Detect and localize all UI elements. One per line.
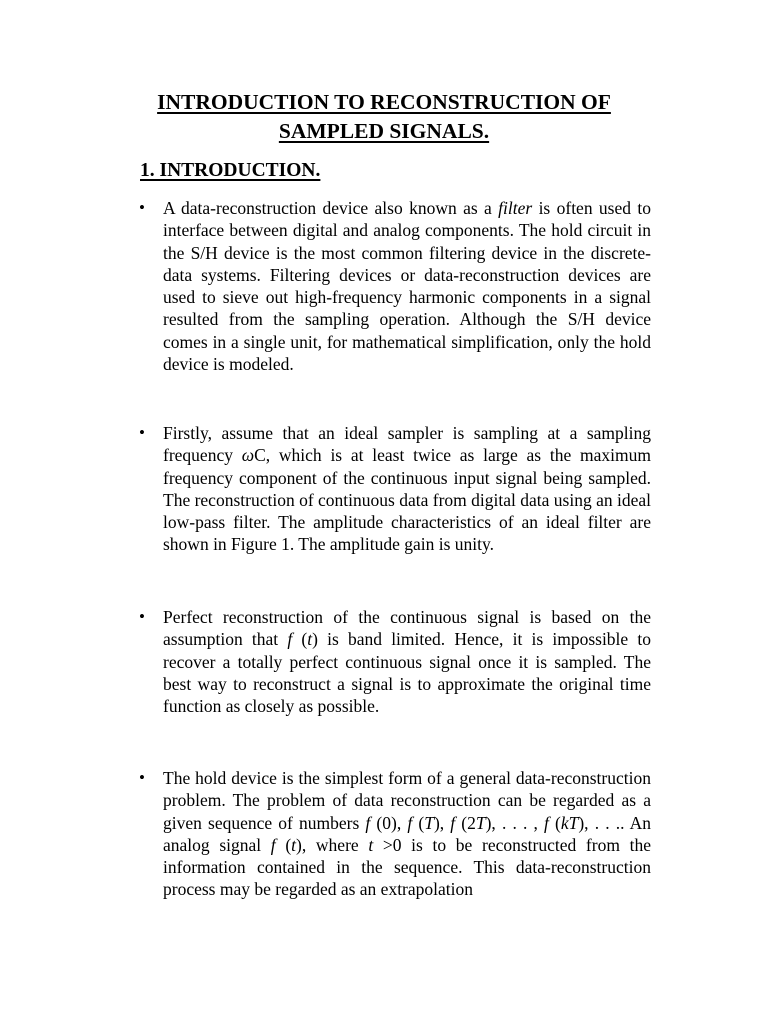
bullet-item-3	[139, 606, 651, 717]
text-run: C, which is at least twice as large as the maximum frequency component of the continuous input signal being sampled. The reconstruction of continuous data from digital data using an ideal low-pass filter. The amplitude characteristics of an ideal filter are shown in Figure 1. The amplitude gain is unity.	[163, 445, 651, 555]
bullet-text-2	[163, 422, 651, 556]
text-run: Firstly, assume that an ideal sampler is sampling at a sampling frequency	[163, 423, 651, 466]
text-run: (	[292, 629, 308, 650]
bullet-text-1	[163, 197, 651, 375]
math-T: T	[475, 812, 486, 833]
bullet-icon: •	[139, 198, 145, 217]
math-f: f	[287, 629, 293, 650]
math-T: T	[424, 812, 434, 833]
text-run: ) is band limited. Hence, it is impossible to recover a totally perfect continuous signal once it is sampled. The best way to reconstruct a signal is to approximate the original time function as closely as possible.	[163, 629, 651, 717]
bullet-item-4	[139, 767, 652, 901]
math-f: f	[270, 834, 276, 855]
math-f: f	[450, 812, 456, 833]
text-run: (0),	[370, 812, 408, 833]
bullet-text-3	[163, 606, 651, 717]
text-run: (2	[455, 812, 476, 833]
math-t: t	[368, 834, 374, 855]
math-f: f	[365, 812, 371, 833]
title-line-1: INTRODUCTION TO RECONSTRUCTION OF	[157, 90, 611, 114]
text-run: Perfect reconstruction of the continuous signal is based on the assumption that	[163, 607, 651, 650]
text-run: ), . . . ,	[485, 812, 545, 833]
section-heading-introduction: 1. INTRODUCTION.	[140, 160, 321, 181]
text-run: >0 is to be reconstructed from the information contained in the sequence. This data-reconstruction process may be regarded as an extrapolation	[163, 834, 651, 900]
bullet-item-2	[139, 422, 651, 556]
math-f: f	[407, 812, 413, 833]
text-run: (	[412, 812, 425, 833]
text-run: ), where	[296, 834, 369, 855]
text-run: A data-reconstruction device also known as a	[163, 198, 499, 218]
bullet-icon: •	[139, 423, 145, 442]
math-t: t	[307, 629, 313, 650]
bullet-text-4	[163, 767, 651, 901]
bullet-item-1	[139, 197, 651, 375]
title-line-2: SAMPLED SIGNALS.	[278, 119, 490, 143]
document-title	[0, 88, 768, 146]
math-t: t	[291, 834, 297, 855]
text-run: The hold device is the simplest form of a general data-reconstruction problem. The problem of data reconstruction can be regarded as a given sequence of numbers	[163, 768, 651, 833]
text-run: ),	[433, 812, 451, 833]
math-f: f	[544, 812, 549, 833]
text-run: (	[548, 812, 561, 833]
bullet-icon: •	[139, 768, 145, 787]
text-run: ), . . .. An analog signal	[163, 812, 652, 855]
text-run: (	[275, 834, 292, 855]
math-kT: kT	[560, 812, 579, 833]
text-run: is often used to interface between digital and analog components. The hold circuit in the S/H device is the most common filtering device in the discrete-data systems. Filtering devices or data-reconstruction devices are used to sieve out high-frequency harmonic components in a signal resulted from the sampling operation. Although the S/H device comes in a single unit, for mathematical simplification, only the hold device is modeled.	[163, 198, 651, 375]
omega-symbol: ω	[241, 445, 255, 466]
bullet-icon: •	[139, 607, 145, 626]
emphasis-filter: filter	[498, 198, 533, 218]
